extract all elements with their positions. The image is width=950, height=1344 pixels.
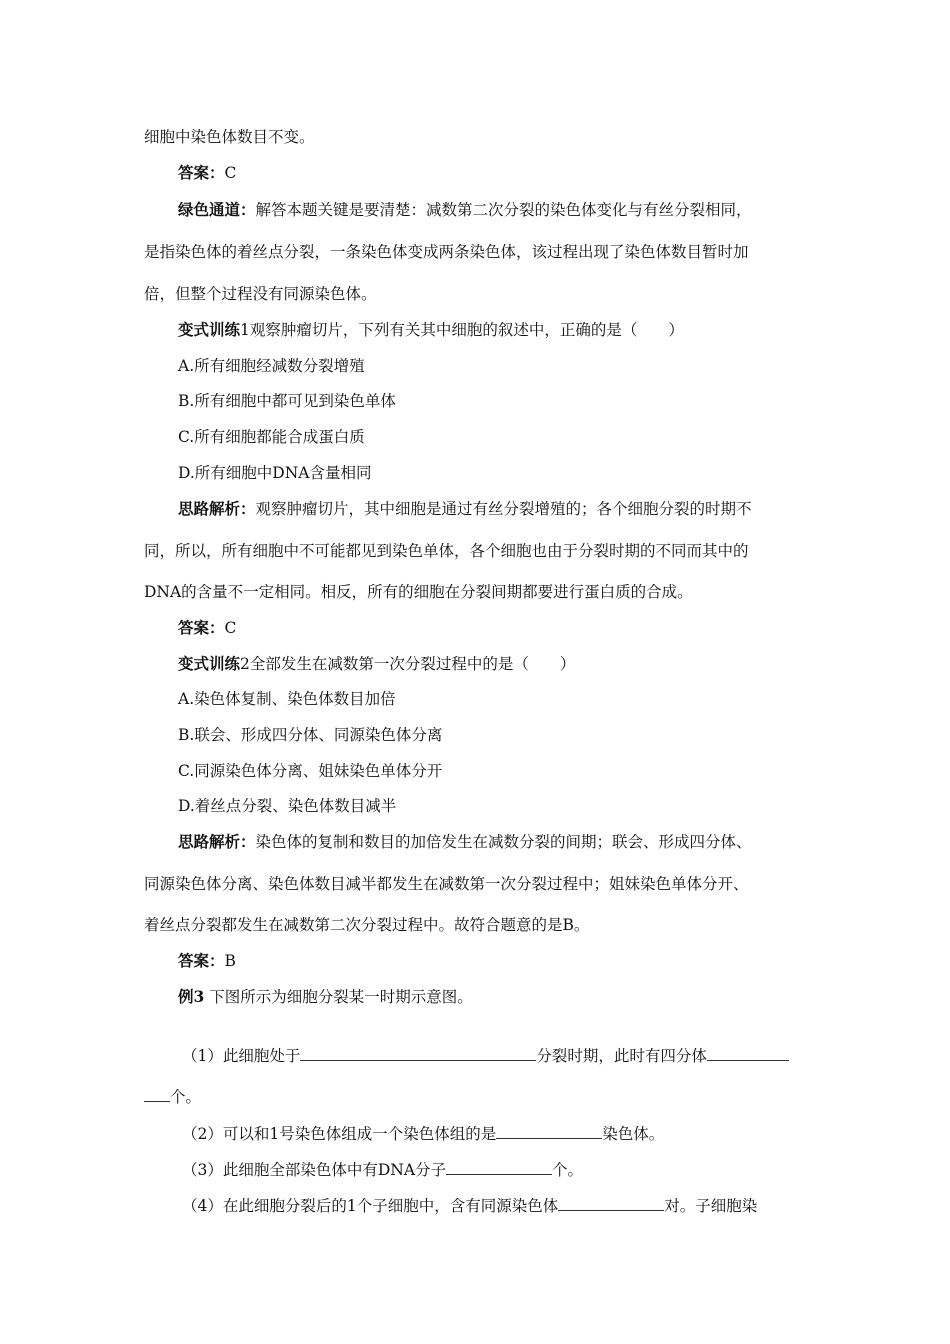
analysis-label: 思路解析： bbox=[178, 832, 256, 851]
answer-label: 答案： bbox=[178, 163, 225, 182]
question-1-cont: 个。 bbox=[0, 1085, 950, 1109]
answer-blank bbox=[496, 1122, 602, 1139]
question-2: （2）可以和1号染色体组成一个染色体组的是 染色体。 bbox=[0, 1122, 950, 1146]
answer-blank bbox=[558, 1194, 664, 1211]
analysis-label: 思路解析： bbox=[178, 499, 256, 518]
answer-label: 答案： bbox=[178, 618, 225, 637]
green-channel-label: 绿色通道： bbox=[178, 200, 256, 219]
question-3: （3）此细胞全部染色体中有DNA分子 个。 bbox=[0, 1158, 950, 1182]
option-a: A.染色体复制、染色体数目加倍 bbox=[178, 690, 396, 708]
answer-value: B bbox=[224, 952, 236, 970]
text-line: 是指染色体的着丝点分裂，一条染色体变成两条染色体，该过程出现了染色体数目暂时加 bbox=[144, 243, 749, 261]
answer-blank bbox=[144, 1085, 170, 1102]
text-line: 同，所以，所有细胞中不可能都见到染色单体，各个细胞也由于分裂时期的不同而其中的 bbox=[144, 542, 749, 560]
example-line: 例3 下图所示为细胞分裂某一时期示意图。 bbox=[178, 987, 473, 1006]
option-c: C.所有细胞都能合成蛋白质 bbox=[178, 428, 365, 446]
text-line: 同源染色体分离、染色体数目减半都发生在减数第一次分裂过程中；姐妹染色单体分开、 bbox=[144, 875, 749, 893]
analysis-line: 思路解析：染色体的复制和数目的加倍发生在减数分裂的间期；联会、形成四分体、 bbox=[178, 832, 752, 851]
exercise-line: 变式训练2全部发生在减数第一次分裂过程中的是（ ） bbox=[178, 654, 576, 673]
option-c: C.同源染色体分离、姐妹染色单体分开 bbox=[178, 762, 443, 780]
question-4: （4）在此细胞分裂后的1个子细胞中，含有同源染色体 对。子细胞染 bbox=[0, 1194, 950, 1218]
example-label: 例3 bbox=[178, 987, 205, 1006]
question-1: （1）此细胞处于 分裂时期，此时有四分体 bbox=[0, 1044, 950, 1068]
exercise-label: 变式训练 bbox=[178, 320, 241, 339]
answer-line bbox=[0, 949, 950, 973]
answer-value: C bbox=[224, 619, 237, 637]
option-b: B.联会、形成四分体、同源染色体分离 bbox=[178, 726, 443, 744]
option-a: A.所有细胞经减数分裂增殖 bbox=[178, 357, 365, 375]
option-b: B.所有细胞中都可见到染色单体 bbox=[178, 392, 396, 410]
analysis-line: 思路解析：观察肿瘤切片，其中细胞是通过有丝分裂增殖的；各个细胞分裂的时期不 bbox=[178, 499, 752, 518]
answer-blank bbox=[446, 1158, 552, 1175]
answer-blank bbox=[300, 1044, 536, 1061]
option-d: D.所有细胞中DNA含量相同 bbox=[178, 464, 372, 482]
answer-line bbox=[0, 161, 950, 185]
option-d: D.着丝点分裂、染色体数目减半 bbox=[178, 797, 397, 815]
answer-line bbox=[0, 616, 950, 640]
text-line: 倍，但整个过程没有同源染色体。 bbox=[144, 285, 377, 303]
exercise-label: 变式训练 bbox=[178, 654, 241, 673]
green-channel-line: 绿色通道：解答本题关键是要清楚：减数第二次分裂的染色体变化与有丝分裂相同， bbox=[178, 200, 752, 219]
text-line: 着丝点分裂都发生在减数第二次分裂过程中。故符合题意的是B。 bbox=[144, 916, 590, 934]
exercise-line: 变式训练1观察肿瘤切片，下列有关其中细胞的叙述中，正确的是（ ） bbox=[178, 320, 684, 339]
text-line: 细胞中染色体数目不变。 bbox=[144, 128, 315, 146]
answer-value: C bbox=[224, 164, 237, 182]
text-line: DNA的含量不一定相同。相反，所有的细胞在分裂间期都要进行蛋白质的合成。 bbox=[144, 583, 693, 601]
answer-label: 答案： bbox=[178, 951, 225, 970]
answer-blank bbox=[707, 1044, 789, 1061]
